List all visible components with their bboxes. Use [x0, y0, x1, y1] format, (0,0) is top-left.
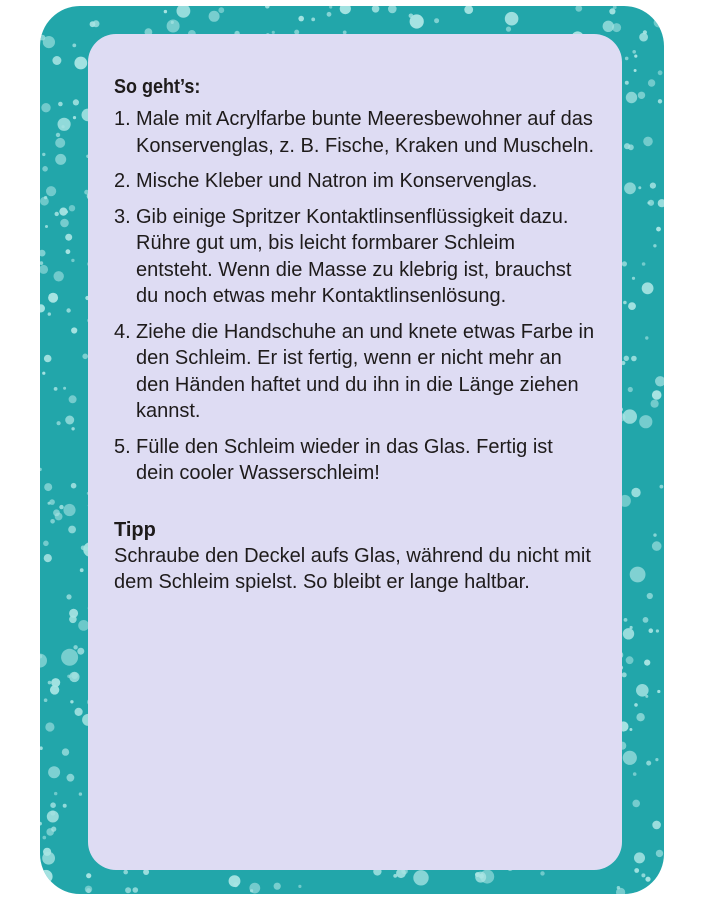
bubble — [46, 186, 56, 196]
steps-list — [114, 106, 596, 487]
bubble — [233, 882, 238, 887]
bubble — [40, 468, 42, 471]
bubble — [540, 871, 544, 875]
bubble — [42, 153, 45, 156]
bubble — [40, 746, 43, 750]
bubble — [298, 885, 301, 888]
bubble — [66, 594, 71, 599]
bubble — [655, 758, 658, 761]
bubble — [652, 541, 662, 551]
bubble — [40, 304, 45, 312]
bubble — [623, 301, 627, 305]
instruction-card — [40, 6, 664, 894]
bubble — [626, 92, 637, 103]
step-number: 4. — [114, 320, 131, 343]
bubble — [65, 234, 72, 241]
bubble — [65, 416, 74, 425]
bubble — [622, 261, 627, 266]
bubble — [77, 648, 84, 655]
bubble — [622, 672, 627, 677]
bubble — [340, 6, 351, 14]
bubble — [73, 116, 76, 119]
bubble — [40, 265, 48, 274]
bubble — [43, 541, 49, 547]
bubble — [45, 722, 54, 731]
bubble — [624, 143, 630, 149]
bubble — [654, 18, 664, 28]
bubble — [68, 526, 76, 534]
bubble — [650, 183, 656, 189]
bubble — [55, 154, 66, 165]
bubble — [410, 14, 424, 28]
bubble — [575, 6, 582, 12]
bubble — [636, 713, 644, 721]
bubble — [44, 698, 48, 702]
bubble — [40, 870, 53, 883]
step-number: 3. — [114, 205, 131, 228]
bubble — [40, 822, 42, 826]
bubble — [629, 728, 632, 731]
bubble — [75, 708, 83, 716]
bubble — [59, 208, 67, 216]
bubble — [50, 519, 55, 524]
bubble — [652, 390, 662, 400]
step-item — [114, 106, 596, 159]
bubble — [642, 262, 646, 266]
bubble — [63, 387, 66, 390]
bubble — [133, 887, 139, 893]
bubble — [90, 21, 96, 27]
bubble — [660, 485, 664, 489]
bubble — [634, 852, 645, 863]
bubble — [480, 870, 494, 884]
bubble — [645, 877, 650, 882]
bubble — [265, 6, 270, 9]
step-number: 5. — [114, 435, 131, 458]
bubble — [55, 513, 63, 521]
bubble — [123, 870, 128, 875]
bubble — [62, 748, 69, 755]
bubble — [80, 568, 84, 572]
bubble — [40, 261, 43, 265]
bubble — [63, 504, 75, 516]
bubble — [66, 308, 70, 312]
bubble — [623, 628, 634, 639]
bubble — [48, 681, 52, 685]
bubble — [50, 811, 55, 816]
bubble — [171, 21, 174, 24]
bubble — [642, 282, 654, 294]
bubble — [69, 672, 79, 682]
bubble — [631, 488, 640, 497]
bubble — [647, 593, 653, 599]
bubble — [645, 695, 648, 698]
bubble — [71, 327, 77, 333]
bubble — [372, 6, 380, 13]
bubble — [624, 182, 636, 194]
bubble — [617, 886, 620, 889]
bubble — [311, 18, 315, 22]
bubble — [42, 852, 55, 865]
bubble — [649, 628, 654, 633]
step-number: 1. — [114, 108, 131, 130]
step-item — [114, 319, 596, 425]
bubble — [505, 12, 519, 26]
bubble — [69, 616, 77, 624]
step-item — [114, 204, 596, 310]
bubble — [625, 81, 629, 85]
bubble — [177, 6, 191, 18]
bubble — [633, 772, 637, 776]
bubble — [646, 761, 651, 766]
tipp-text: Schraube den Deckel aufs Glas, während du nicht mit dem Schleim spielst. So bleibt er lange haltbar. — [114, 544, 591, 593]
bubble — [42, 166, 48, 172]
bubble — [74, 57, 87, 70]
bubble — [632, 800, 640, 808]
bubble — [44, 196, 47, 199]
bubble — [63, 804, 67, 808]
bubble — [636, 684, 649, 697]
bubble — [164, 10, 167, 13]
bubble — [632, 50, 636, 54]
bubble — [54, 271, 64, 281]
bubble — [274, 883, 281, 890]
bubble — [67, 774, 75, 782]
bubble — [57, 421, 61, 425]
bubble — [59, 505, 63, 509]
bubble — [70, 700, 73, 703]
bubble — [40, 654, 47, 668]
bubble — [218, 7, 224, 13]
bubble — [249, 883, 260, 894]
bubble — [48, 766, 60, 778]
step-item — [114, 168, 596, 195]
bubble — [464, 6, 473, 14]
bubble — [69, 395, 77, 403]
bubble — [651, 400, 659, 408]
bubble — [652, 821, 661, 830]
bubble — [48, 293, 58, 303]
step-text: Ziehe die Handschuhe an und knete etwas Farbe in den Schleim. Er ist fertig, wenn er nicht mehr an den Händen haftet und du ihn in die Länge ziehen kannst. — [136, 320, 595, 422]
bubble — [66, 249, 71, 254]
bubble — [41, 103, 50, 112]
bubble — [71, 427, 74, 430]
bubble — [413, 870, 428, 885]
bubble — [45, 225, 48, 228]
bubble — [628, 387, 633, 392]
bubble — [653, 533, 656, 536]
bubble — [655, 376, 664, 386]
bubble — [658, 99, 662, 103]
bubble — [658, 199, 664, 207]
bubble — [329, 6, 332, 9]
bubble — [58, 102, 63, 107]
step-text: Fülle den Schleim wieder in das Glas. Fertig ist dein cooler Wasserschleim! — [136, 435, 553, 484]
bubble — [638, 92, 645, 99]
bubble — [56, 133, 60, 137]
bubble — [656, 629, 659, 632]
bubble — [624, 618, 628, 622]
bubble — [60, 219, 69, 228]
bubble — [634, 868, 639, 873]
bubble — [603, 21, 614, 32]
step-text: Male mit Acrylfarbe bunte Meeresbewohner auf das Konservenglas, z. B. Fische, Kraken und Muscheln. — [136, 108, 595, 157]
bubble — [50, 685, 59, 694]
bubble — [44, 483, 52, 491]
bubble — [506, 27, 511, 32]
bubble — [634, 703, 638, 707]
bubble — [55, 138, 65, 148]
bubble — [434, 18, 439, 23]
bubble — [46, 828, 54, 836]
bubble — [388, 6, 397, 13]
bubble — [50, 802, 56, 808]
bubble — [54, 387, 58, 391]
bubble — [623, 751, 637, 765]
bubble — [125, 887, 131, 893]
bubble — [49, 499, 55, 505]
bubble — [44, 355, 52, 363]
bubble — [73, 645, 77, 649]
step-number: 2. — [114, 170, 131, 192]
bubble — [648, 200, 654, 206]
bubble — [43, 836, 47, 840]
bubble — [73, 99, 79, 105]
content-panel — [88, 34, 622, 870]
bubble — [54, 792, 57, 795]
bubble — [69, 205, 75, 211]
instructions-heading: So geht’s: — [114, 76, 201, 98]
bubble — [648, 79, 655, 86]
bubble — [45, 886, 50, 891]
bubble — [644, 660, 650, 666]
bubble — [643, 137, 653, 147]
bubble — [658, 70, 663, 75]
bubble — [86, 873, 91, 878]
bubble — [72, 44, 76, 48]
bubble — [609, 8, 615, 14]
bubble — [298, 16, 304, 22]
bubble — [61, 649, 78, 666]
bubble — [634, 55, 637, 58]
bubble — [634, 69, 637, 72]
bubble — [44, 554, 52, 562]
bubble — [643, 617, 649, 623]
bubble — [653, 244, 656, 247]
bubble — [641, 873, 645, 877]
bubble — [625, 57, 629, 61]
step-text: Mische Kleber und Natron im Konservenglas. — [136, 170, 538, 192]
bubble — [645, 336, 648, 339]
bubble — [657, 690, 660, 693]
bubble — [209, 11, 220, 22]
bubble — [656, 850, 663, 857]
bubble — [58, 118, 71, 131]
bubble — [638, 186, 641, 189]
bubble — [40, 250, 46, 257]
step-item — [114, 434, 596, 487]
bubble — [52, 56, 61, 65]
bubble — [79, 792, 82, 795]
bubble — [639, 415, 652, 428]
step-text: Gib einige Spritzer Kontaktlinsenflüssigkeit dazu. Rühre gut um, bis leicht formbarer Schleim entsteht. Wenn die Masse zu klebrig ist, brauchst du noch etwas mehr Kontaktlinsenlösung. — [136, 205, 572, 307]
bubble — [628, 302, 636, 310]
bubble — [48, 312, 51, 315]
bubble — [55, 212, 59, 216]
bubble — [327, 12, 332, 17]
bubble — [42, 372, 45, 375]
bubble — [639, 33, 648, 42]
bubble — [85, 886, 92, 893]
tipp-heading: Tipp — [114, 518, 156, 541]
bubble — [632, 277, 635, 280]
bubble — [631, 356, 637, 362]
bubble — [630, 567, 646, 583]
bubble — [71, 259, 74, 262]
bubble — [626, 656, 634, 664]
bubble — [624, 356, 629, 361]
bubble — [656, 227, 661, 232]
bubble — [71, 483, 77, 489]
